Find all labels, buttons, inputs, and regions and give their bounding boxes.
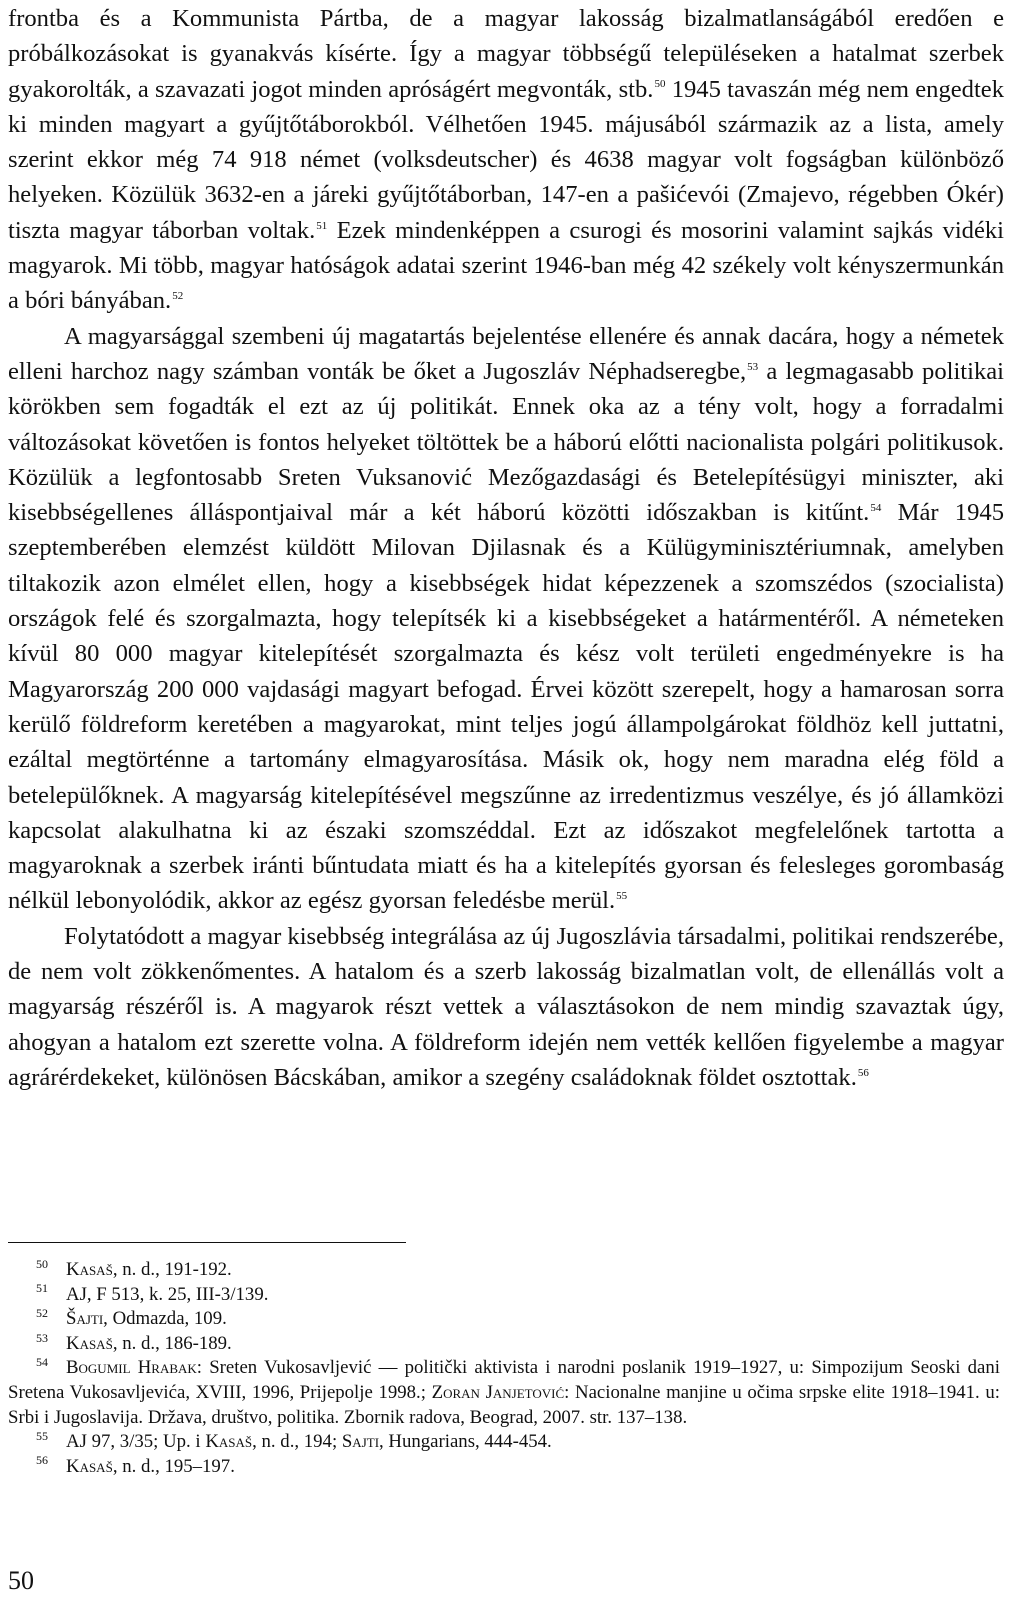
footnote-53: 53 Kasaš, n. d., 186-189.	[36, 1330, 232, 1354]
footnote-divider	[8, 1242, 406, 1243]
footnote-ref-54[interactable]: 54	[870, 501, 882, 514]
footnotes	[8, 1258, 1000, 1479]
footnote-52: 52 Šajti, Odmazda, 109.	[36, 1305, 227, 1330]
footnote-text-2: : Nacionalne manjine u očima srpske elite 1918–1941. u: Srbi i Jugoslavija. Država, društvo, politika. Zbornik radova, Beograd, 2007. str. 137–138.	[8, 1381, 1000, 1428]
footnote-text: AJ 97, 3/35; Up. i	[66, 1431, 206, 1453]
paragraph-3-text-a: Folytatódott a magyar kisebbség integrálása az új Jugoszlávia társadalmi, politikai rendszerébe, de nem volt zökkenőmentes. A hatalom és a szerb lakosság bizalmatlan volt, de ellenállás volt a magyarság részéről is. A magyarok részt vettek a választásokon de nem mindig szavaztak úgy, ahogyan a hatalom ezt szerette volna. A földreform idején nem vették kellően figyelembe a magyar agrárérdekeket, különösen Bácskában, amikor a szegény családoknak földet osztottak.	[8, 922, 1004, 1091]
footnote-text: : Sreten Vukosavljević — politički aktivista i narodni poslanik 1919–1927, u: Simpozijum Seoski dani Sretena Vukosavljevića, XVIII, 1996, Prijepolje 1998.;	[8, 1357, 1000, 1403]
footnote-54: 54 Bogumil Hrabak: Sreten Vukosavljević — politički aktivista i narodni poslanik 1919–1927, u: Simpozijum Seoski dani Sretena Vukosavljevića, XVIII, 1996, Prijepolje 1998.; Zoran Janjetović: Nacionalne manjine u očima srpske elite 1918–1941. u: Srbi i Jugoslavija. Država, društvo, politika. Zbornik radova, Beograd, 2007. str. 137–138.	[8, 1355, 1000, 1428]
footnote-author: Bogumil Hrabak	[66, 1357, 197, 1379]
footnote-ref-53[interactable]: 53	[747, 360, 759, 373]
footnote-author-3: Sajti	[341, 1431, 380, 1453]
footnote-text: AJ, F 513, k. 25, III-3/139.	[66, 1283, 269, 1305]
footnote-ref-55[interactable]: 55	[616, 890, 628, 903]
paragraph-2-text-c: Már 1945 szeptemberében elemzést küldött Milovan Djilasnak és a Külügyminisztériumnak, amelyben tiltakozik azon elmélet ellen, hogy a kisebbségek hidat képezzenek a szomszédos (szocialista) országok felé és szorgalmazta, hogy telepítsék ki a kisebbségeket a határmentéről. A németeken kívül 80 000 magyar kitelepítését szorgalmazta és kész volt területi engedményekre is ha Magyarország 200 000 vajdasági magyart befogad. Érvei között szerepelt, hogy a hamarosan sorra kerülő földreform keretében a magyarokat, mint teljes jogú állampolgárokat földhöz kell juttatni, ezáltal megtörténne a tartomány elmagyarosítása. Másik ok, hogy nem maradna elég föld a betelepülőknek. A magyarság kitelepítésével megszűnne az irredentizmus veszélye, és jó államközi kapcsolat alakulhatna ki az északi szomszéddal. Ezt az időszakot megfelelőnek tartotta a magyaroknak a szerbek iránti bűntudata miatt és ha a kitelepítés gyorsan és felesleges gorombaság nélkül lebonyolódik, akkor az egész gyorsan feledésbe merül.	[8, 499, 1004, 915]
footnote-author-2: Zoran Janjetović	[431, 1381, 565, 1403]
footnote-ref-52[interactable]: 52	[172, 290, 184, 303]
paragraph-2	[8, 319, 1004, 919]
page-body	[8, 0, 1004, 1095]
footnote-55: 55 AJ 97, 3/35; Up. i Kasaš, n. d., 194; Sajti, Hungarians, 444-454.	[36, 1428, 552, 1453]
footnote-text: , n. d., 191-192.	[112, 1259, 232, 1280]
footnote-text-3: , Hungarians, 444-454.	[379, 1431, 552, 1453]
footnote-author: Kasaš	[66, 1259, 113, 1280]
paragraph-1	[8, 1, 1004, 319]
footnote-author-2: Kasaš	[205, 1431, 253, 1453]
footnote-50: 50 Kasaš, n. d., 191-192.	[36, 1256, 232, 1280]
paragraph-1-text-b: 1945 tavaszán még nem engedtek ki minden magyart a gyűjtőtáborokból. Vélhetően 1945. májusából származik az a lista, amely szerint ekkor még 74 918 német (volksdeutscher) és 4638 magyar volt fogságban különböző helyeken. Közülük 3632-en a járeki gyűjtőtáborban, 147-en a pašićevói (Zmajevo, régebben Ókér) tiszta magyar táborban voltak.	[8, 75, 1004, 244]
footnote-ref-56[interactable]: 56	[857, 1066, 869, 1079]
page-number: 50	[8, 1566, 34, 1595]
footnote-ref-50[interactable]: 50	[654, 78, 666, 91]
footnote-51: 51 AJ, F 513, k. 25, III-3/139.	[36, 1281, 269, 1305]
paragraph-1-text-a: frontba és a Kommunista Pártba, de a magyar lakosság bizalmatlanságából eredően e próbálkozásokat is gyanakvás kísérte. Így a magyar többségű településeken a hatalmat szerbek gyakorolták, a szavazati jogot minden apróságért megvonták, stb.	[8, 5, 1004, 103]
footnote-56: 56 Kasaš, n. d., 195–197.	[36, 1453, 235, 1477]
main-text	[8, 0, 1004, 1095]
footnote-author: Kasaš	[66, 1332, 113, 1354]
footnote-author: Šajti	[66, 1308, 104, 1330]
footnote-ref-51[interactable]: 51	[316, 219, 328, 232]
paragraph-2-text-a: A magyarsággal szembeni új magatartás bejelentése ellenére és annak dacára, hogy a németek elleni harchoz nagy számban vonták be őket a Jugoszláv Néphadseregbe,	[8, 322, 1004, 385]
footnote-text: , Odmazda, 109.	[103, 1308, 227, 1330]
paragraph-2-text-b: a legmagasabb politikai körökben sem fogadták el ezt az új politikát. Ennek oka az a tény volt, hogy a forradalmi változásokat követően is fontos helyeket töltöttek be a háború előtti nacionalista polgári politikusok. Közülük a legfontosabb Sreten Vuksanović Mezőgazdasági és Betelepítésügyi miniszter, aki kisebbségellenes álláspontjaival már a két háború közötti időszakban is kitűnt.	[8, 357, 1004, 527]
paragraph-3	[8, 919, 1004, 1095]
footnote-author: Kasaš	[66, 1455, 113, 1477]
footnote-text: , n. d., 186-189.	[112, 1332, 232, 1354]
footnote-text-2: , n. d., 194;	[252, 1431, 342, 1453]
footnote-text: , n. d., 195–197.	[112, 1455, 235, 1477]
paragraph-1-text-c: Ezek mindenképpen a csurogi és mosorini valamint sajkás vidéki magyarok. Mi több, magyar hatóságok adatai szerint 1946-ban még 42 székely volt kényszermunkán a bóri bányában.	[8, 216, 1004, 315]
